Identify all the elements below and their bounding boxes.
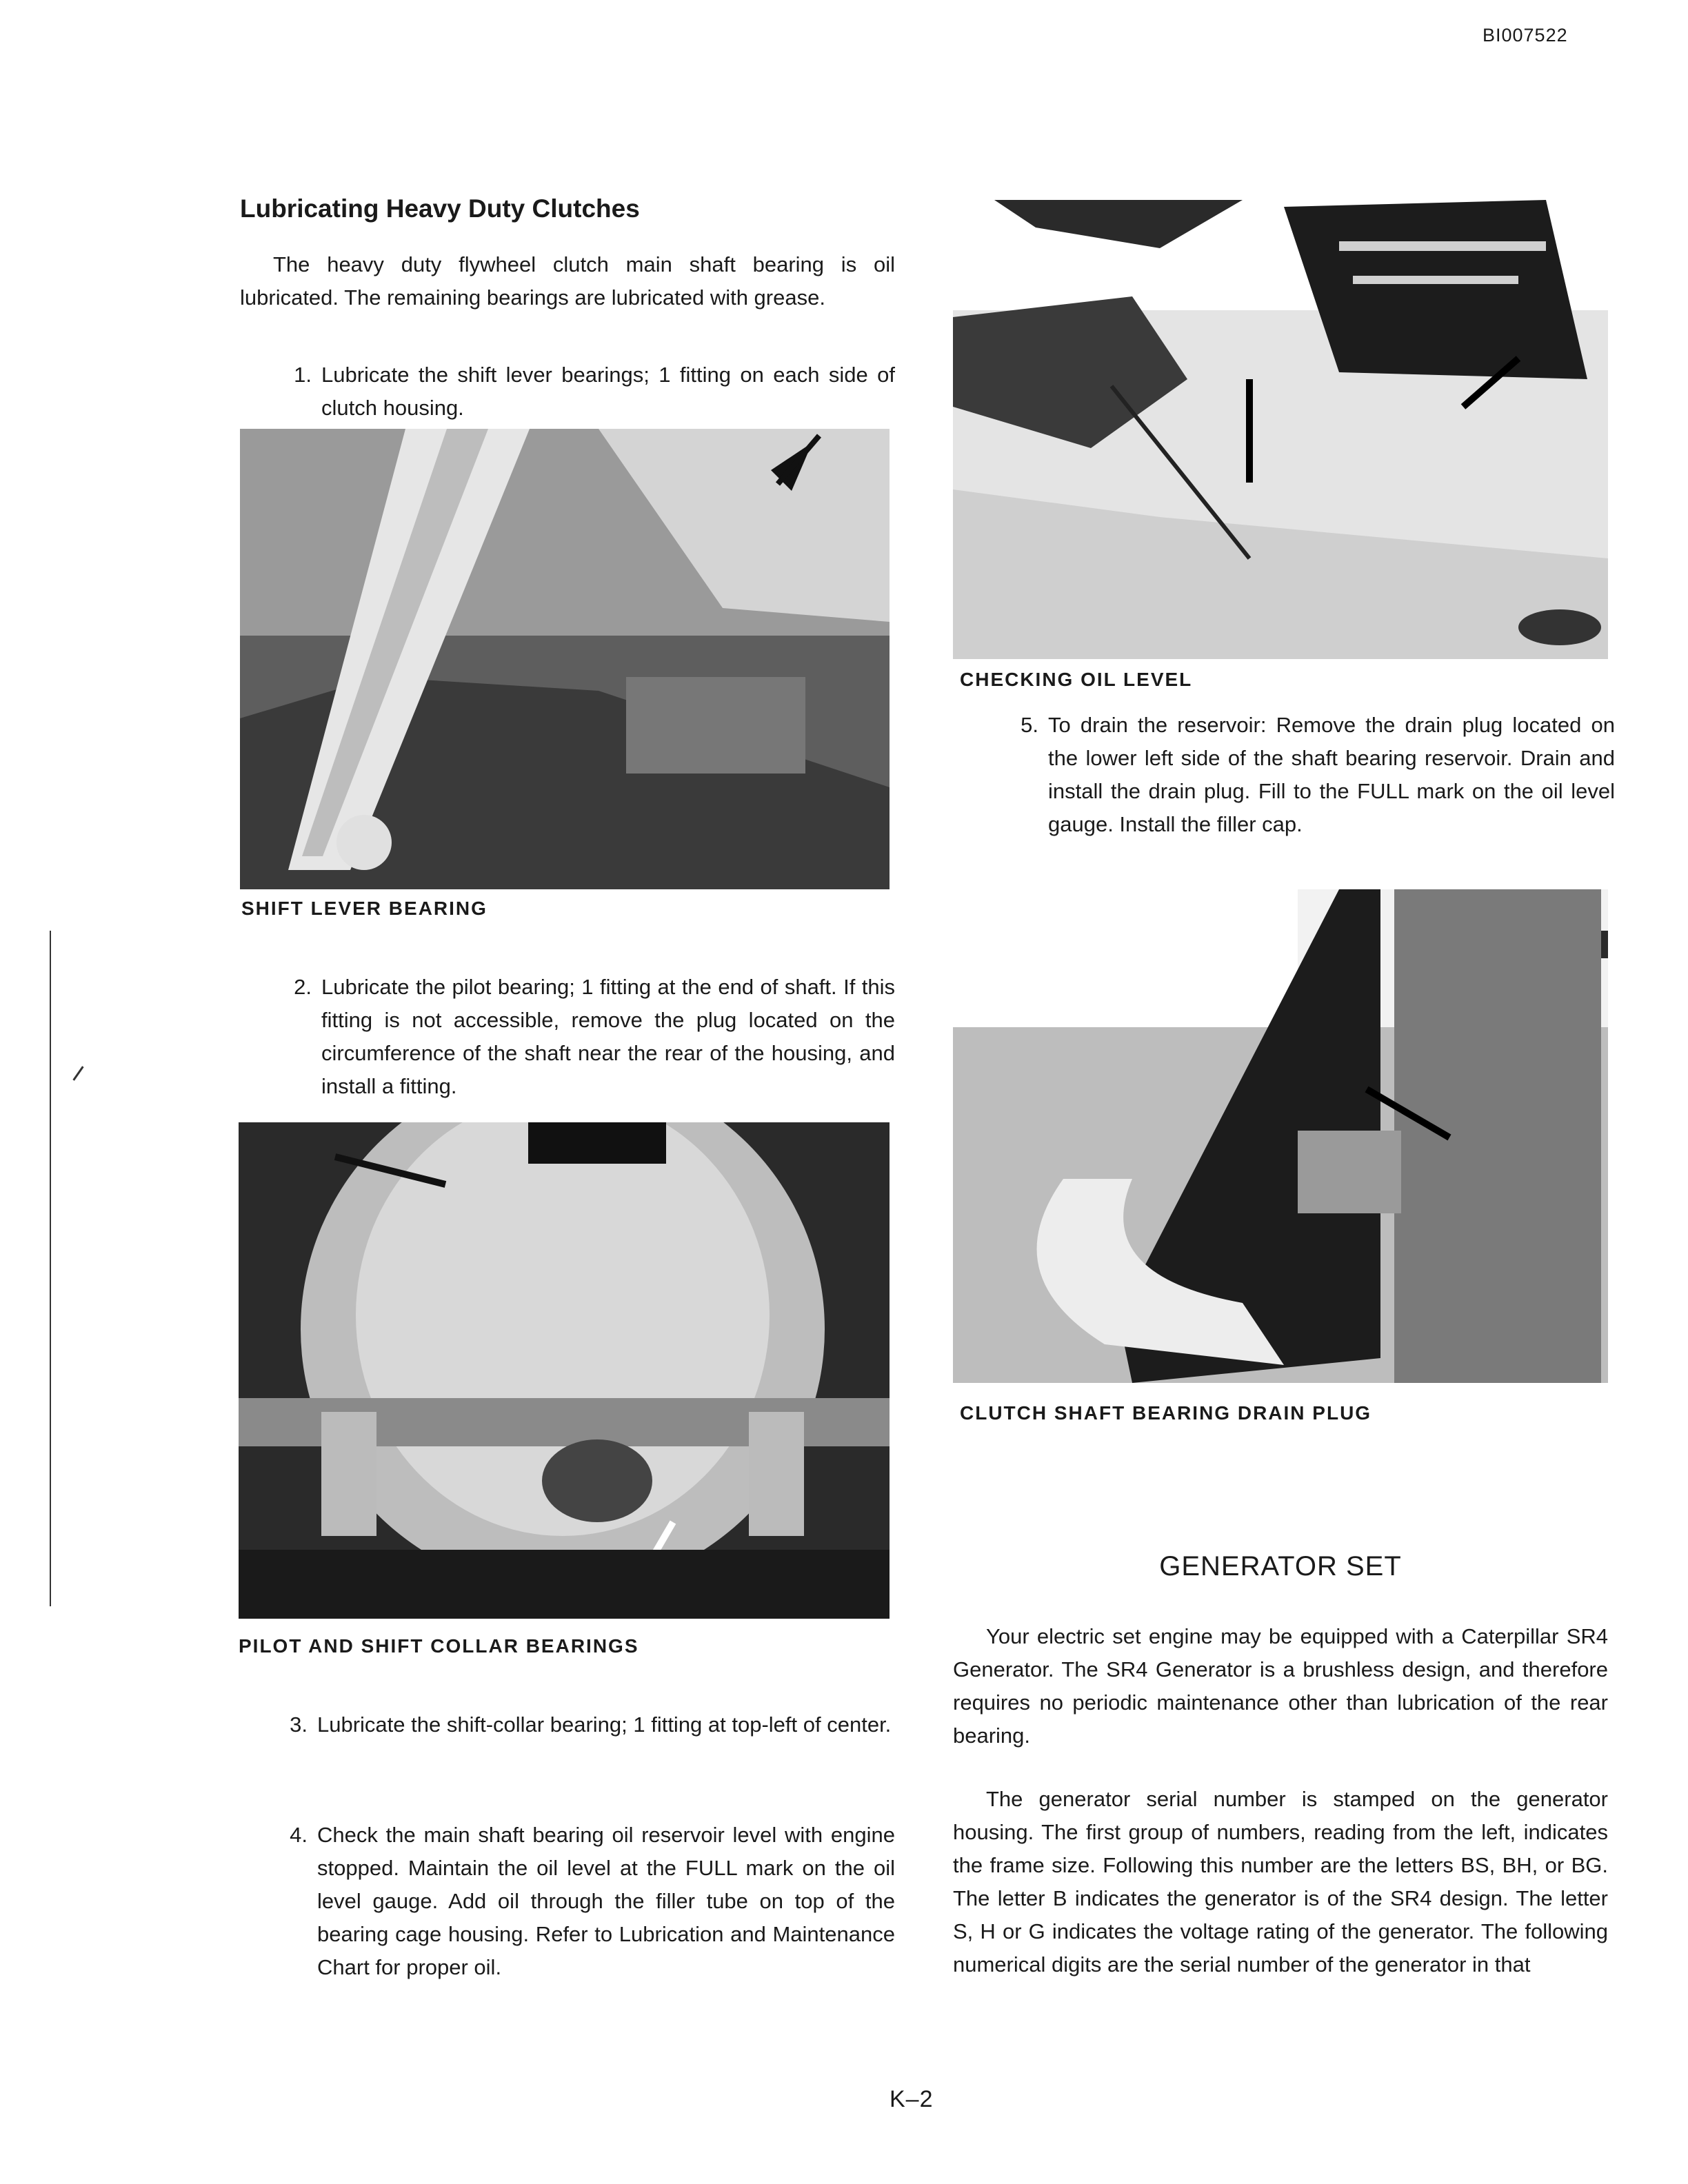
scan-edge-mark — [72, 1066, 83, 1080]
photo-pilot-shift-collar-bearings — [239, 1122, 890, 1619]
step-4-text: Check the main shaft bearing oil reservoir level with engine stopped. Maintain the oil level at the FULL mark on the oil level gauge. Add oil through the filler tube on top of the bearing cage housing. Refer to Lubrication and Maintenance Chart for proper oil. — [317, 1823, 895, 1979]
step-2-number: 2. — [294, 975, 312, 999]
generator-paragraph-2: The generator serial number is stamped on the generator housing. The first group of numbers, reading from the left, indicates the frame size. Following this number are the letters BS, BH, or BG. The letter B indicates the generator is of the SR4 design. The letter S, H or G indicates the voltage rating of the generator. The following numerical digits are the serial number of the generator in that — [953, 1787, 1608, 1976]
photo-clutch-shaft-drain-plug — [953, 889, 1608, 1383]
step-1-text: Lubricate the shift lever bearings; 1 fitting on each side of clutch housing. — [321, 363, 895, 420]
generator-paragraph-1: Your electric set engine may be equipped with a Caterpillar SR4 Generator. The SR4 Generator is a brushless design, and therefore requires no periodic maintenance other than lubrication of the rear bearing. — [953, 1624, 1608, 1748]
step-5-number: 5. — [1021, 713, 1038, 737]
page-number: K–2 — [890, 2086, 934, 2112]
step-2-text: Lubricate the pilot bearing; 1 fitting at the end of shaft. If this fitting is not accessible, remove the plug located on the circumference of the shaft near the rear of the housing, and install a fitting. — [321, 975, 895, 1098]
photo-checking-oil-level — [953, 200, 1608, 659]
step-4-number: 4. — [290, 1823, 308, 1847]
step-1-number: 1. — [294, 363, 312, 387]
document-id: BI007522 — [1483, 25, 1568, 46]
photo-shift-lever-bearing — [240, 429, 890, 889]
section-heading-generator-set: GENERATOR SET — [1159, 1551, 1402, 1581]
scan-edge-line — [50, 931, 51, 1606]
step-3-text: Lubricate the shift-collar bearing; 1 fitting at top-left of center. — [317, 1712, 892, 1737]
step-2 — [240, 971, 895, 1103]
step-4 — [240, 1819, 895, 1984]
step-1 — [240, 358, 895, 425]
step-3 — [240, 1708, 895, 1741]
section-heading-clutches: Lubricating Heavy Duty Clutches — [240, 194, 640, 223]
caption-pilot-shift-collar: PILOT AND SHIFT COLLAR BEARINGS — [239, 1635, 639, 1657]
intro-paragraph: The heavy duty flywheel clutch main shaft bearing is oil lubricated. The remaining bearings are lubricated with grease. — [240, 252, 895, 310]
caption-shift-lever-bearing: SHIFT LEVER BEARING — [241, 898, 488, 919]
caption-clutch-shaft-drain-plug: CLUTCH SHAFT BEARING DRAIN PLUG — [960, 1402, 1372, 1424]
step-5 — [974, 709, 1615, 841]
step-3-number: 3. — [290, 1712, 308, 1737]
caption-checking-oil-level: CHECKING OIL LEVEL — [960, 669, 1193, 690]
step-5-text: To drain the reservoir: Remove the drain plug located on the lower left side of the shaft bearing reservoir. Drain and install the drain plug. Fill to the FULL mark on the oil level gauge. Install the filler cap. — [1048, 713, 1615, 836]
